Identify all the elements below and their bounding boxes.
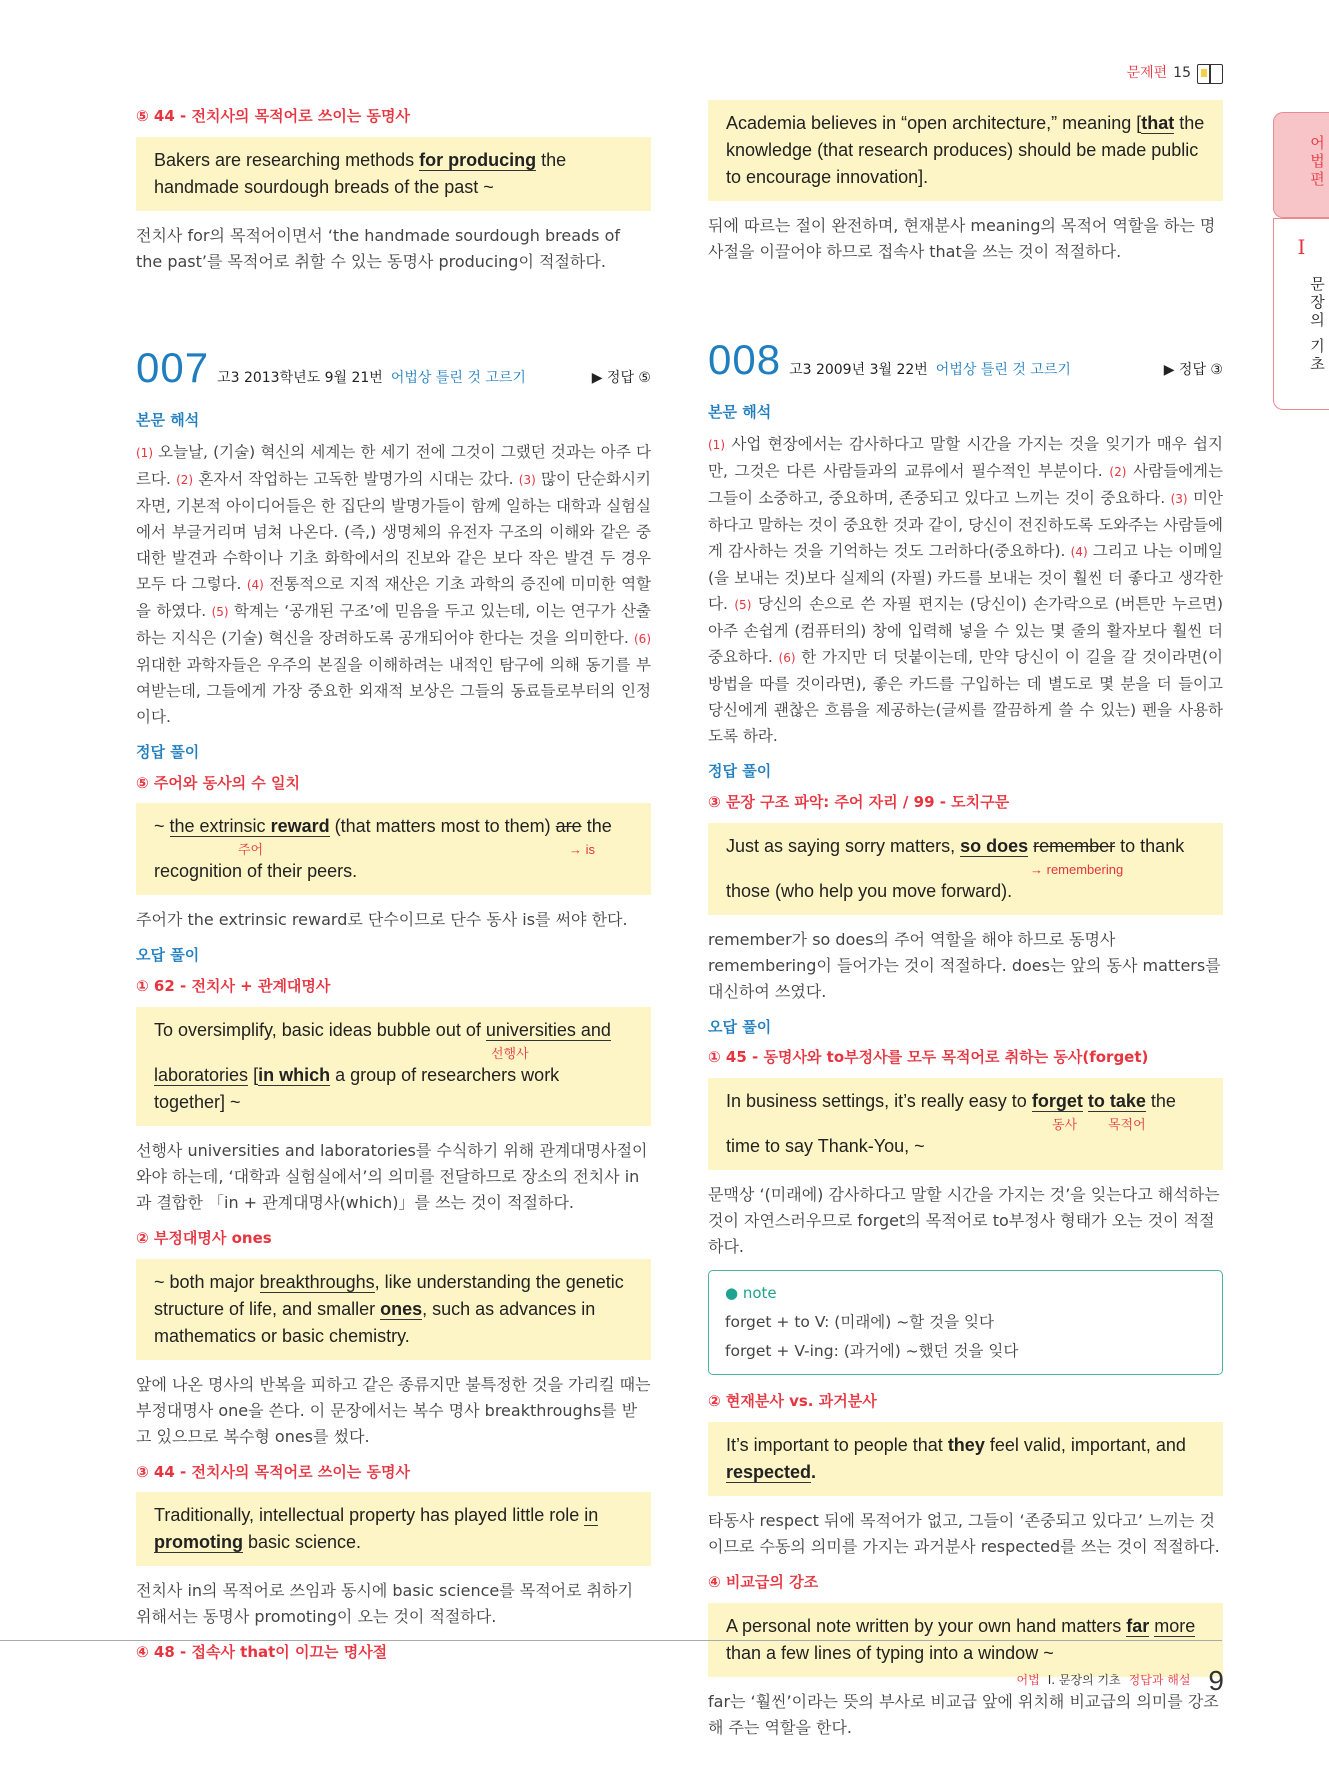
answer-example: [136, 803, 651, 895]
example-key: ones: [380, 1298, 423, 1319]
sentence-text: 혼자서 작업하는 고독한 발명가의 시대는 갔다.: [193, 469, 519, 488]
sentence-number: (1): [136, 445, 153, 460]
wrong-3-explanation: 전치사 in의 목적어로 쓰임과 동시에 basic science를 목적어로 취하기 위해서는 동명사 promoting이 오는 것이 적절하다.: [136, 1581, 634, 1627]
example-text: to thank: [1115, 835, 1185, 856]
example-key: breakthroughs: [259, 1271, 375, 1292]
question-type: 어법상 틀린 것 고르기: [935, 362, 1071, 378]
example-key: promoting: [154, 1532, 243, 1553]
book-icon: [1197, 64, 1223, 84]
sentence-text: 학계는 ‘공개된 구조’에 믿음을 두고 있는데, 이는 연구가 산출하는 지식은 (기술) 혁신을 장려하도록 공개되어야 한다는 것을 의미한다.: [136, 601, 651, 647]
example-key: respected: [726, 1461, 812, 1482]
example-text: the knowledge (that research produces) should be made public to encourage innovation].: [726, 113, 1205, 187]
example-text: the: [581, 816, 612, 837]
example-key: in which: [258, 1064, 331, 1085]
example-key: that: [1141, 113, 1175, 133]
answer-heading: ⑤ 주어와 동사의 수 일치: [136, 773, 300, 792]
sentence-number: (5): [211, 604, 229, 619]
side-tab-roman-numeral: I: [1297, 235, 1306, 259]
example-text: , such as advances in mathematics or basic chemistry.: [154, 1298, 596, 1346]
wrong-3-heading: ③ 44 - 전치사의 목적어로 쓰이는 동명사: [136, 1462, 410, 1481]
example-key: universities and: [485, 1019, 611, 1040]
question-number: 008: [708, 336, 782, 383]
question-answer: ▶ 정답 ⑤: [591, 369, 651, 386]
hint-subject: 주어: [238, 842, 264, 858]
sentence-text: 한 가지만 더 덧붙이는데, 만약 당신이 이 길을 갈 것이라면(이 방법을 따를 것이라면), 좋은 카드를 구입하는 데 별도로 몇 분을 더 들이고 당신에게 괜찮은 흐름을 제공하는(글씨를 깔끔하게 쓸 수 있는) 펜을 사용하도록 하라.: [708, 648, 1223, 746]
example-text: To oversimplify, basic ideas bubble out of: [154, 1019, 486, 1040]
example-text: ~: [154, 816, 170, 837]
page-footer: [1017, 1658, 1225, 1704]
example-key: they: [947, 1434, 985, 1455]
sentence-number: (2): [1109, 465, 1127, 480]
example-key: more: [1154, 1615, 1196, 1636]
sentence-number: (6): [778, 651, 796, 666]
side-tab-grammar[interactable]: [1273, 112, 1329, 218]
footer-chapter: I. 문장의 기초: [1047, 1673, 1121, 1688]
sentence-text: 그리고 나는 이메일(을 보내는 것)보다 실제의 (자필) 카드를 보내는 것이 훨씬 더 좋다고 생각한다.: [708, 542, 1223, 614]
sentence-number: (3): [518, 472, 536, 487]
example-text: In business settings, it’s really easy to: [726, 1091, 1032, 1112]
header-page-number: 15: [1173, 65, 1191, 81]
example-text: basic science.: [242, 1532, 362, 1553]
footer-divider: [0, 1640, 1222, 1641]
example-text: Academia believes in “open architecture,” meaning [: [726, 113, 1142, 133]
footer-label: 정답과 해설: [1128, 1673, 1191, 1688]
sentence-number: (6): [634, 631, 651, 646]
translation-text: [136, 439, 651, 730]
example-text: a group of researchers work together] ~: [154, 1064, 560, 1112]
example-text: feel valid, important, and: [984, 1434, 1186, 1455]
sentence-number: (1): [708, 438, 725, 453]
sentence-text: 당신의 손으로 쓴 자필 편지는 (당신이) 손가락으로 (버튼만 누르면) 아주 손쉽게 (컴퓨터의) 창에 입력해 넣을 수 있는 몇 줄의 활자보다 훨씬 더 중요하다.: [708, 595, 1224, 667]
hint-correction: → remembering: [1030, 861, 1124, 877]
footer-part: 어법: [1016, 1673, 1040, 1688]
wrong-2-heading: ② 현재분사 vs. 과거분사: [708, 1392, 877, 1411]
translation-title: 본문 해석: [136, 411, 200, 430]
note-line: forget + V-ing: (과거에) ~했던 것을 잊다: [725, 1342, 1019, 1361]
sentence-text: 미안하다고 말하는 것이 중요한 것과 같이, 당신이 전진하도록 도와주는 사람들에게 감사하는 것을 기억하는 것도 그러하다(중요하다).: [708, 489, 1223, 561]
note-line: forget + to V: (미래에) ~할 것을 잊다: [725, 1313, 994, 1332]
question-source: 고3 2013학년도 9월 21번: [217, 369, 383, 386]
example-text: Bakers are researching methods: [154, 149, 420, 170]
hint-verb: 동사: [1052, 1117, 1078, 1133]
wrong-title: 오답 풀이: [136, 946, 200, 965]
example-text: Traditionally, intellectual property has played little role: [154, 1505, 585, 1526]
footer-page-number: 9: [1208, 1665, 1224, 1696]
side-tab-chapter-label: 문장의 기초: [1308, 276, 1326, 374]
note-box: [708, 1270, 1223, 1375]
sentence-text: 많이 단순화시키자면, 기본적 아이디어들은 한 집단의 발명가들이 함께 일하는 대학과 실험실에서 부글거리며 넘쳐 나온다. (즉,) 생명체의 유전자 구조의 이해와 같은 중대한 발견과 수학이나 기초 화학에서의 진보와 같은 보다 작은 발견 두 경우 모두 다 그렇다.: [136, 469, 651, 593]
translation-title: 본문 해석: [708, 403, 772, 422]
wrong-3-example: [136, 1492, 651, 1566]
wrong-1-example: [136, 1007, 651, 1126]
sentence-text: 전통적으로 지적 재산은 기초 과학의 증진에 미미한 역할을 하였다.: [136, 574, 652, 620]
top-right-example: [708, 100, 1223, 201]
sentence-number: (4): [1070, 545, 1088, 560]
sentence-text: 위대한 과학자들은 우주의 본질을 이해하려는 내적인 탐구에 의해 동기를 부여받는데, 그들에게 가장 중요한 외재적 보상은 그들의 동료들로부터의 인정이다.: [136, 655, 651, 726]
side-tab-grammar-label: 어법편: [1308, 135, 1326, 189]
translation-text: [708, 431, 1223, 749]
wrong-4-explanation: far는 ‘훨씬’이라는 뜻의 부사로 비교급 앞에 위치해 비교급의 의미를 강조해 주는 역할을 한다.: [708, 1691, 1219, 1737]
wrong-4-heading: ④ 비교급의 강조: [708, 1572, 819, 1591]
answer-explanation: remember가 so does의 주어 역할을 해야 하므로 동명사 remembering이 들어가는 것이 적절하다. does는 앞의 동사 matters를 대신하여 쓰였다.: [708, 929, 1221, 1001]
wrong-1-explanation: 선행사 universities and laboratories를 수식하기 위해 관계대명사절이 와야 하는데, ‘대학과 실험실에서’의 의미를 전달하므로 장소의 전치사 in과 결합한 「in + 관계대명사(which)」를 쓰는 것이 적절하다.: [136, 1140, 648, 1212]
hint-correction: → is: [569, 842, 595, 858]
example-key: to take: [1087, 1091, 1146, 1112]
example-text: ~ both major: [154, 1271, 260, 1292]
note-title: ● note: [725, 1284, 777, 1303]
example-text: time to say Thank-You, ~: [726, 1136, 925, 1157]
wrong-1-heading: ① 62 - 전치사 + 관계대명사: [136, 977, 331, 996]
example-text: the handmade sourdough breads of the past ~: [154, 149, 567, 197]
example-text: (that matters most to them): [329, 816, 556, 837]
sentence-text: 오늘날, (기술) 혁신의 세계는 한 세기 전에 그것이 그랬던 것과는 아주 다르다.: [136, 442, 651, 488]
sentence-text: 사업 현장에서는 감사하다고 말할 시간을 가지는 것을 잊기가 매우 쉽지만, 그것은 다른 사람들과의 교류에서 필수적인 부분이다.: [708, 435, 1223, 481]
wrong-2-explanation: 타동사 respect 뒤에 목적어가 없고, 그들이 ‘존중되고 있다고’ 느끼는 것이므로 수동의 의미를 가지는 과거분사 respected를 쓰는 것이 적절하다.: [708, 1510, 1220, 1556]
question-source: 고3 2009년 3월 22번: [789, 362, 928, 378]
example-text: Just as saying sorry matters,: [726, 835, 961, 856]
example-text: the extrinsic: [169, 816, 271, 837]
wrong-1-explanation: 문맥상 ‘(미래에) 감사하다고 말할 시간을 가지는 것’을 잊는다고 해석하는 것이 자연스러우므로 forget의 목적어로 to부정사 형태가 오는 것이 적절하다.: [708, 1185, 1220, 1257]
hint-object: 목적어: [1108, 1117, 1146, 1133]
wrong-4-heading: ④ 48 - 접속사 that이 이끄는 명사절: [136, 1643, 388, 1662]
answer-heading: ③ 문장 구조 파악: 주어 자리 / 99 - 도치구문: [708, 792, 1010, 811]
sentence-number: (3): [1170, 492, 1188, 507]
example-text: those (who help you move forward).: [726, 880, 1013, 901]
example-text: .: [811, 1461, 817, 1482]
wrong-1-heading: ① 45 - 동명사와 to부정사를 모두 목적어로 취하는 동사(forget): [708, 1048, 1149, 1067]
example-wrong: are: [555, 816, 582, 837]
wrong-2-example: [136, 1259, 651, 1360]
hint-line: [154, 840, 633, 858]
side-tab-chapter[interactable]: [1273, 218, 1329, 410]
example-key: far: [1126, 1615, 1150, 1636]
sentence-text: 사람들에게는 그들이 소중하고, 중요하며, 존중되고 있다고 느끼는 것이 중요하다.: [708, 462, 1223, 508]
top-left-heading: ⑤ 44 - 전치사의 목적어로 쓰이는 동명사: [136, 107, 410, 125]
example-text: recognition of their peers.: [154, 861, 358, 882]
example-text: , like understanding the genetic structure of life, and smaller: [154, 1271, 624, 1319]
wrong-2-explanation: 앞에 나온 명사의 반복을 피하고 같은 종류지만 불특정한 것을 가리킬 때는 부정대명사 one을 쓴다. 이 문장에서는 복수 명사 breakthroughs를 받고 있으므로 복수형 ones를 썼다.: [136, 1374, 651, 1446]
top-left-explanation: 전치사 for의 목적어이면서 ‘the handmade sourdough breads of the past’를 목적어로 취할 수 있는 동명사 producing이 적절하다.: [136, 225, 621, 271]
top-left-example: [136, 137, 651, 211]
question-008-header: [708, 325, 1223, 394]
example-key: in: [584, 1505, 599, 1526]
question-007-header: [136, 333, 651, 402]
answer-title: 정답 풀이: [708, 762, 772, 781]
wrong-title: 오답 풀이: [708, 1017, 772, 1036]
example-text: It’s important to people that: [726, 1434, 948, 1455]
example-wrong: remember: [1033, 835, 1116, 856]
example-key: so does: [960, 835, 1029, 856]
section-label: 문제편: [1126, 65, 1168, 81]
example-key: forget: [1031, 1091, 1083, 1112]
answer-explanation: 주어가 the extrinsic reward로 단수이므로 단수 동사 is를 써야 한다.: [136, 910, 628, 930]
left-column: [136, 100, 651, 1673]
example-key: for producing: [419, 149, 537, 170]
question-answer: ▶ 정답 ③: [1163, 362, 1223, 378]
question-number: 007: [136, 343, 210, 391]
wrong-2-example: [708, 1422, 1223, 1496]
hint-line: [726, 860, 1205, 878]
wrong-2-heading: ② 부정대명사 ones: [136, 1228, 272, 1247]
question-type: 어법상 틀린 것 고르기: [390, 369, 526, 386]
sentence-number: (5): [734, 598, 752, 613]
right-column: [708, 100, 1223, 1751]
sentence-number: (2): [176, 472, 194, 487]
example-text: the: [1145, 1091, 1176, 1112]
answer-title: 정답 풀이: [136, 742, 200, 761]
example-text: than a few lines of typing into a window ~: [726, 1642, 1054, 1663]
answer-example: [708, 823, 1223, 915]
top-right-explanation: 뒤에 따르는 절이 완전하며, 현재분사 meaning의 목적어 역할을 하는 명사절을 이끌어야 하므로 접속사 that을 쓰는 것이 적절하다.: [708, 216, 1216, 261]
sentence-number: (4): [246, 577, 264, 592]
example-subject: [170, 816, 330, 837]
example-text: A personal note written by your own hand matters: [726, 1615, 1127, 1636]
example-key: reward: [270, 816, 330, 837]
example-text: [: [248, 1064, 259, 1085]
page-header: [1127, 62, 1223, 85]
hint-line: [726, 1115, 1205, 1133]
example-key: laboratories: [154, 1064, 249, 1085]
wrong-1-example: [708, 1078, 1223, 1170]
hint-line: [154, 1044, 633, 1062]
hint-antecedent: 선행사: [491, 1045, 529, 1061]
